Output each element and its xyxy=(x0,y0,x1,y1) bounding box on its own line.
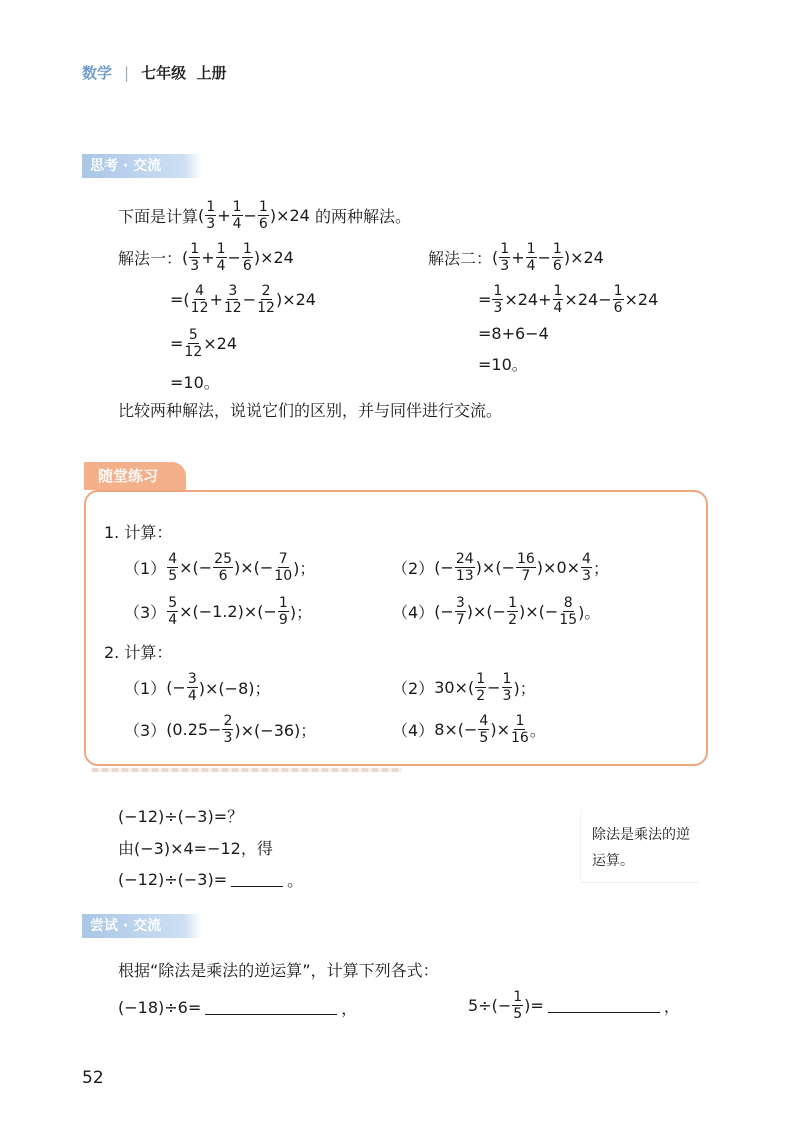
expr-part: )×(−8)； xyxy=(198,679,271,698)
q2-item-2: （2） 30×( $\frac{1}{2}$ − $\frac{1}{3}$ )； xyxy=(392,671,536,704)
page-header xyxy=(82,62,227,83)
practice-label: 随堂练习 xyxy=(84,462,186,490)
fraction: $\frac{1}{4}$ xyxy=(553,283,563,316)
header-volume: 上册 xyxy=(196,64,227,82)
header-separator: | xyxy=(124,64,130,82)
fraction: $\frac{1}{6}$ xyxy=(258,199,268,232)
method1-line3: = $\frac{5}{12}$ ×24 xyxy=(170,327,237,360)
try-intro: 根据“除法是乘法的逆运算”，计算下列各式： xyxy=(118,961,439,980)
fraction: $\frac{2}{3}$ xyxy=(223,713,233,746)
method2-line3: =8+6−4 xyxy=(478,324,549,343)
fraction: $\frac{16}{7}$ xyxy=(516,551,535,584)
q2-item-4: （4） 8×(− $\frac{4}{5}$ )× $\frac{1}{16}$ 。 xyxy=(392,713,546,746)
answer-blank[interactable] xyxy=(231,872,283,887)
division-line3-end: 。 xyxy=(287,871,304,890)
try-expr-2-post: )= xyxy=(524,996,544,1015)
fraction: $\frac{1}{4}$ xyxy=(216,241,226,274)
answer-blank[interactable] xyxy=(548,998,660,1013)
fraction: $\frac{5}{12}$ xyxy=(184,327,203,360)
try-expr-2-end: ， xyxy=(663,997,680,1016)
think-intro-pre: 下面是计算 xyxy=(118,207,199,226)
fraction: $\frac{24}{13}$ xyxy=(455,551,474,584)
method1-line2: =( $\frac{4}{12}$ + $\frac{3}{12}$ − $\frac{2}{12}$ )×24 xyxy=(170,283,316,316)
fraction: $\frac{1}{9}$ xyxy=(278,595,288,628)
fraction: $\frac{1}{5}$ xyxy=(513,989,523,1022)
header-grade: 七年级 xyxy=(141,64,187,82)
method1-line4: =10。 xyxy=(170,373,220,392)
think-closing: 比较两种解法，说说它们的区别，并与同伴进行交流。 xyxy=(118,401,503,420)
fraction: $\frac{1}{6}$ xyxy=(613,283,623,316)
fraction: $\frac{1}{4}$ xyxy=(232,199,242,232)
q1-item-2: （2） (− $\frac{24}{13}$ )×(− $\frac{16}{7}$ )×0× $\frac{4}{3}$ ； xyxy=(392,551,609,584)
fraction: $\frac{4}{12}$ xyxy=(190,283,209,316)
fraction: $\frac{1}{2}$ xyxy=(476,671,486,704)
item-number: （2） xyxy=(392,679,435,698)
try-expr-1-text: (−18)÷6= xyxy=(118,998,202,1017)
division-line1: (−12)÷(−3)=？ xyxy=(118,807,244,826)
q2-item-3: （3） (0.25− $\frac{2}{3}$ )×(−36)； xyxy=(124,713,317,746)
fraction: $\frac{1}{6}$ xyxy=(552,241,562,274)
method1-line1: 解法一： ( $\frac{1}{3}$ + $\frac{1}{4}$ − $\frac{1}{6}$ )×24 xyxy=(118,241,294,274)
think-section-label: 思考 · 交流 xyxy=(82,154,202,178)
fraction: $\frac{7}{10}$ xyxy=(274,551,293,584)
fraction: $\frac{1}{3}$ xyxy=(190,241,200,274)
fraction: $\frac{3}{12}$ xyxy=(223,283,242,316)
q1-item-3: （3） $\frac{5}{4}$ ×(−1.2)×(− $\frac{1}{9}$ )； xyxy=(124,595,313,628)
method2-label: 解法二： xyxy=(428,249,493,268)
method1-label: 解法一： xyxy=(118,249,183,268)
think-intro: 下面是计算 ( $\frac{1}{3}$ + $\frac{1}{4}$ − $\frac{1}{6}$ )×24 的两种解法。 xyxy=(118,199,411,232)
try-expr-1 xyxy=(118,996,357,1019)
answer-blank[interactable] xyxy=(205,1000,337,1015)
item-number: （1） xyxy=(124,559,167,578)
expr-part: (− xyxy=(166,678,186,697)
item-number: （4） xyxy=(392,721,435,740)
fraction: $\frac{1}{2}$ xyxy=(508,595,517,628)
try-expr-2 xyxy=(468,990,680,1021)
fraction: $\frac{1}{3}$ xyxy=(502,671,512,704)
q1-title: 1. 计算： xyxy=(104,523,173,542)
margin-note: 除法是乘法的逆运算。 xyxy=(592,827,690,869)
method2-line2: = $\frac{1}{3}$ ×24+ $\frac{1}{4}$ ×24− $\frac{1}{6}$ ×24 xyxy=(478,283,659,316)
item-number: （3） xyxy=(124,603,167,622)
fraction: $\frac{1}{4}$ xyxy=(526,241,536,274)
method2-line1: 解法二： ( $\frac{1}{3}$ + $\frac{1}{4}$ − $\frac{1}{6}$ )×24 xyxy=(428,241,604,274)
fraction: $\frac{1}{3}$ xyxy=(493,283,503,316)
item-number: （1） xyxy=(124,679,167,698)
division-line3 xyxy=(118,868,303,891)
fraction: $\frac{4}{5}$ xyxy=(168,551,178,584)
division-line2: 由(−3)×4=−12，得 xyxy=(118,839,273,858)
q2-title: 2. 计算： xyxy=(104,643,173,662)
fraction: $\frac{3}{7}$ xyxy=(455,595,465,628)
try-expr-2-pre: 5÷(− xyxy=(468,996,512,1015)
fraction: $\frac{8}{15}$ xyxy=(559,595,578,628)
fraction: $\frac{1}{16}$ xyxy=(511,713,529,746)
fraction: $\frac{1}{3}$ xyxy=(206,199,216,232)
item-number: （4） xyxy=(392,603,435,622)
header-subject: 数学 xyxy=(82,64,113,82)
method2-line4: =10。 xyxy=(478,355,528,374)
q1-item-1: （1） $\frac{4}{5}$ ×(− $\frac{25}{6}$ )×(− $\frac{7}{10}$ )； xyxy=(124,551,316,584)
think-intro-post: 的两种解法。 xyxy=(314,207,411,226)
fraction: $\frac{25}{6}$ xyxy=(214,551,232,584)
fraction: $\frac{4}{5}$ xyxy=(479,713,489,746)
fraction: $\frac{4}{3}$ xyxy=(582,551,591,584)
fraction: $\frac{1}{3}$ xyxy=(500,241,510,274)
fraction: $\frac{5}{4}$ xyxy=(168,595,178,628)
q1-item-4: （4） (− $\frac{3}{7}$ )×(− $\frac{1}{2}$ )×(− $\frac{8}{15}$ )。 xyxy=(392,595,601,628)
fraction: $\frac{2}{12}$ xyxy=(257,283,275,316)
decorative-divider xyxy=(92,768,402,772)
margin-note-frame xyxy=(580,810,699,883)
try-expr-1-end: ， xyxy=(341,999,358,1018)
page-number: 52 xyxy=(82,1068,104,1088)
try-section-label: 尝试 · 交流 xyxy=(82,914,202,938)
fraction: $\frac{1}{6}$ xyxy=(242,241,252,274)
item-number: （3） xyxy=(124,721,167,740)
item-number: （2） xyxy=(392,559,435,578)
fraction: $\frac{3}{4}$ xyxy=(187,671,197,704)
q2-item-1 xyxy=(124,672,271,703)
division-line3-text: (−12)÷(−3)= xyxy=(118,870,228,889)
